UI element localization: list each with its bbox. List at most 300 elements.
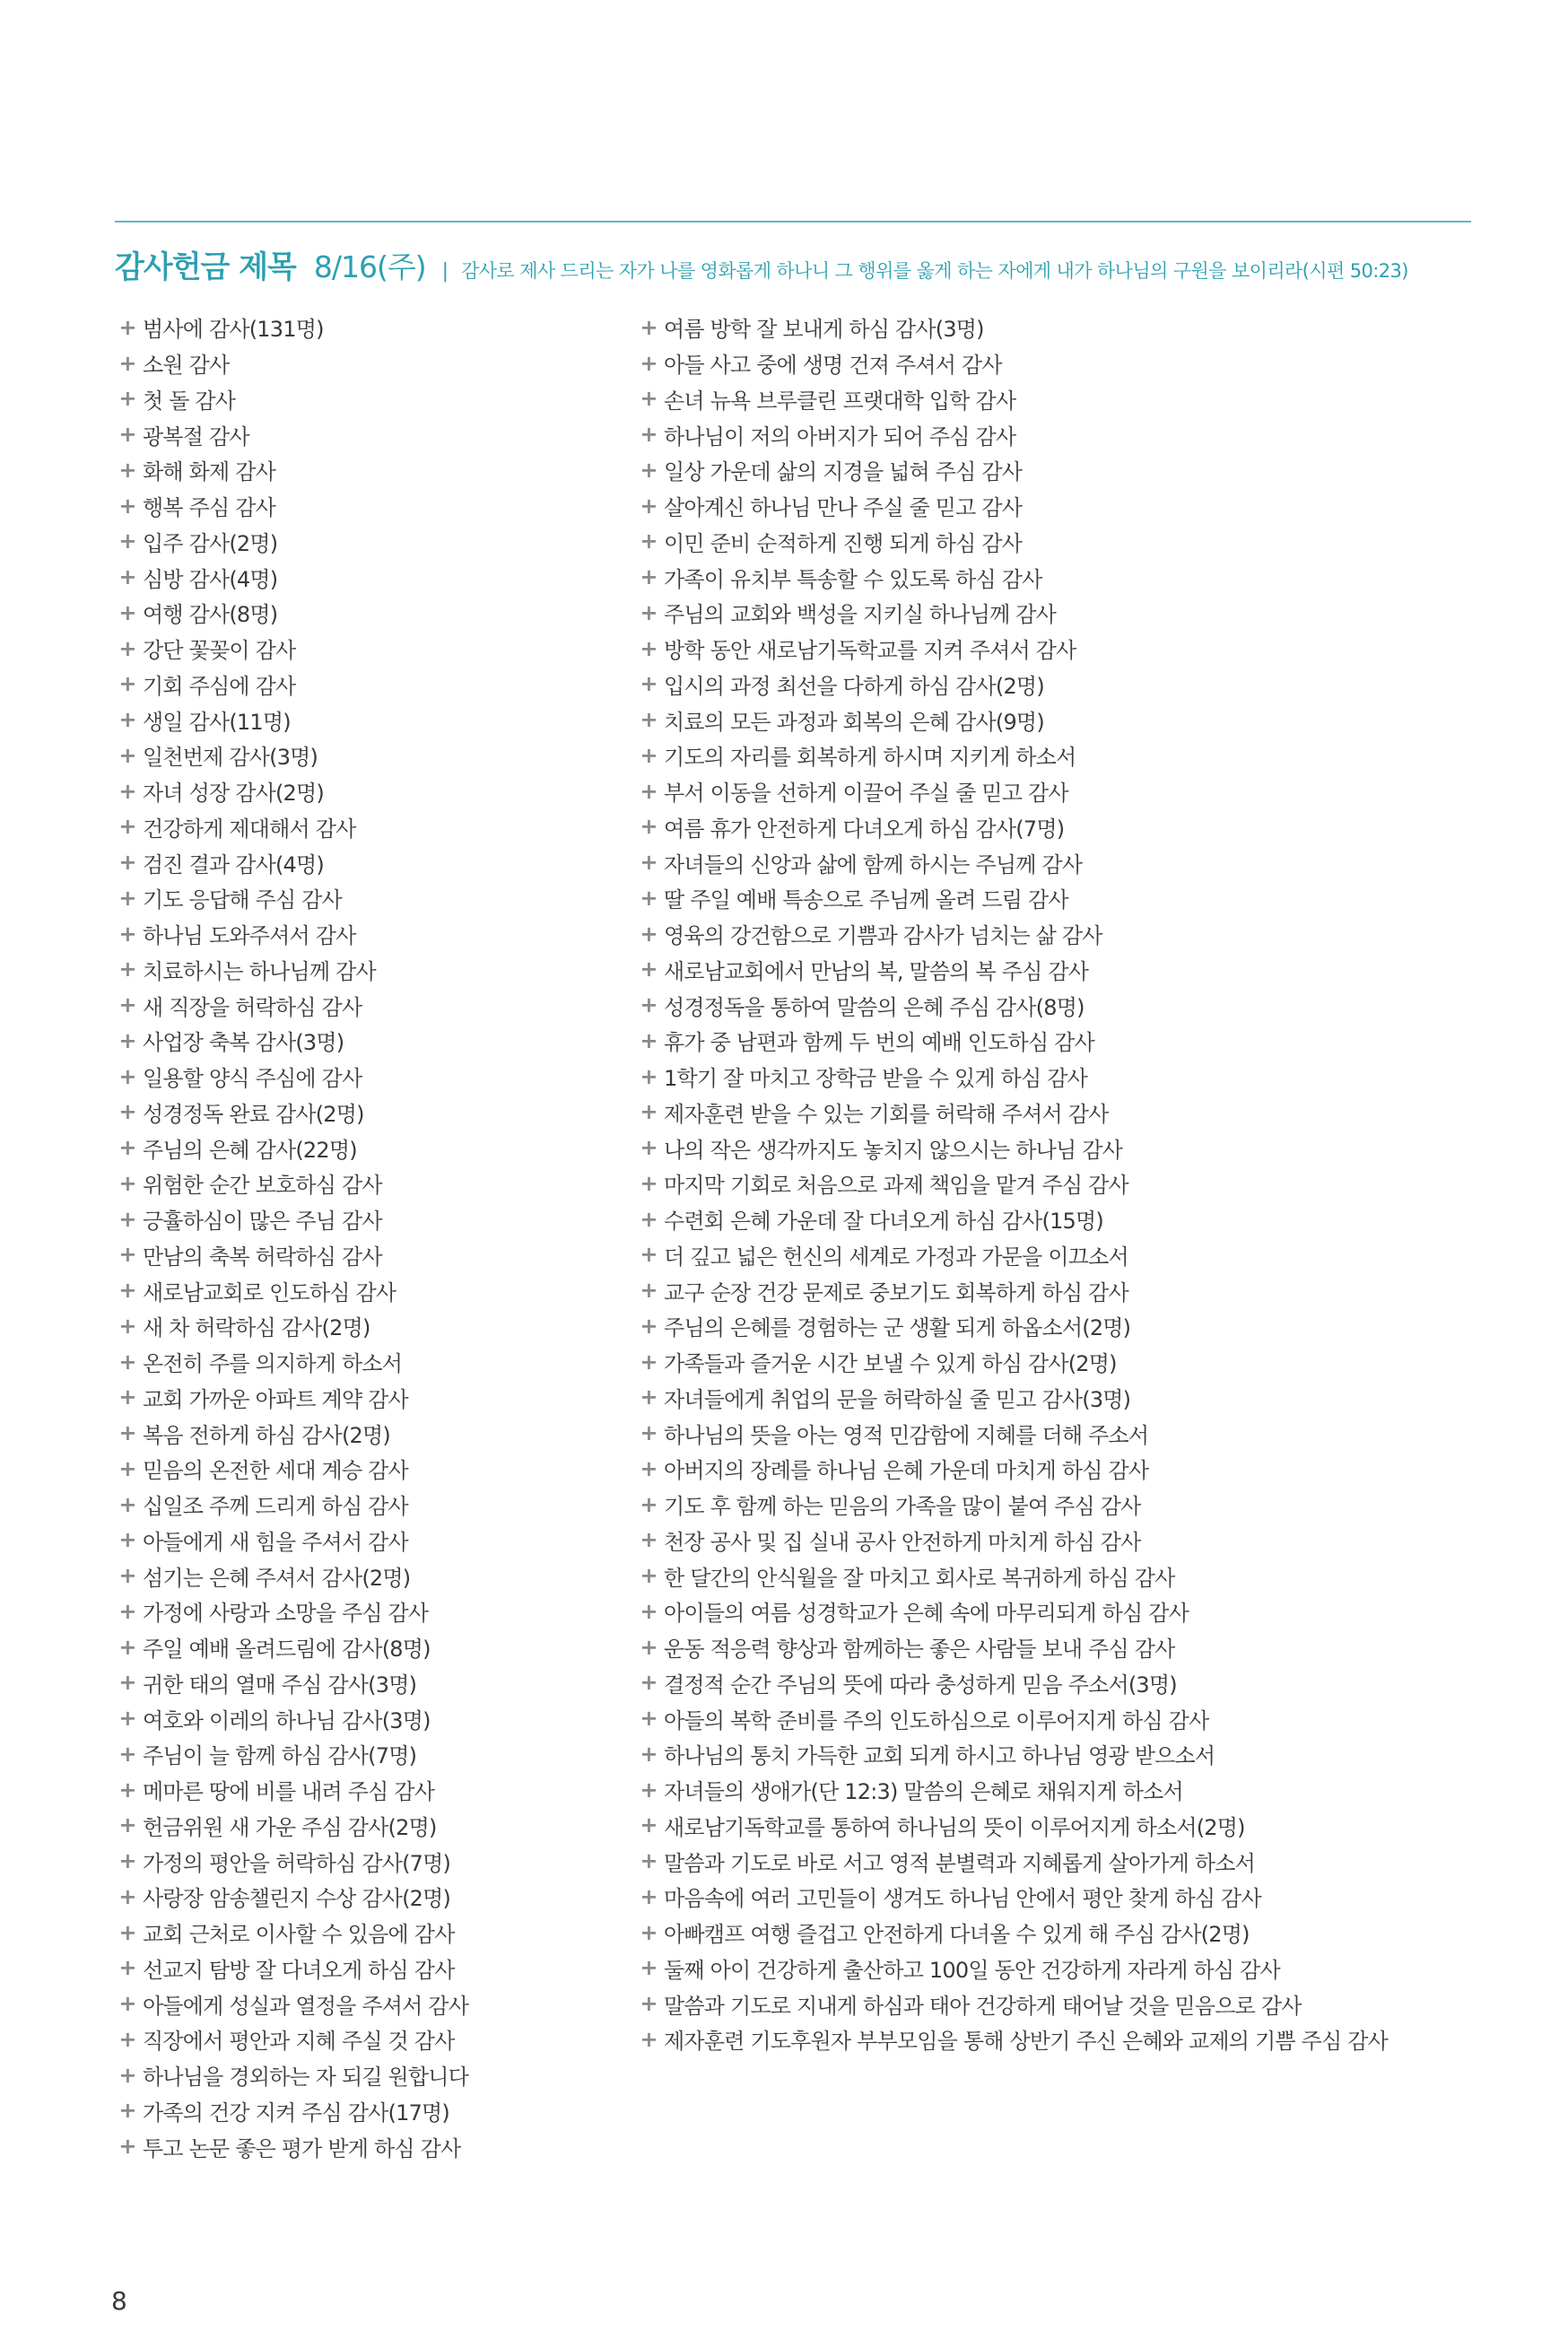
plus-icon: + [118, 1919, 136, 1945]
plus-icon: + [640, 921, 658, 947]
list-item-text: 기회 주심에 감사 [143, 673, 296, 699]
plus-icon: + [118, 1598, 136, 1624]
list-item-text: 아버지의 장례를 하나님 은혜 가운데 마치게 하심 감사 [664, 1458, 1149, 1484]
list-item [639, 559, 1482, 595]
list-item-text: 가족들과 즐거운 시간 보낼 수 있게 하심 감사(2명) [664, 1351, 1117, 1377]
list-item [118, 1951, 620, 1986]
plus-icon: + [640, 956, 658, 982]
plus-icon: + [640, 635, 658, 661]
plus-icon: + [640, 1706, 658, 1732]
list-item [639, 1665, 1482, 1701]
plus-icon: + [118, 1278, 136, 1304]
list-item [639, 631, 1482, 667]
left-column-list [118, 310, 620, 2164]
list-item [118, 1986, 620, 2021]
list-item [639, 667, 1482, 703]
list-item [639, 1736, 1482, 1772]
plus-icon: + [118, 1491, 136, 1517]
list-item-text: 여름 휴가 안전하게 다녀오게 하심 감사(7명) [664, 816, 1065, 842]
plus-icon: + [640, 1634, 658, 1660]
plus-icon: + [118, 528, 136, 554]
list-item [639, 1166, 1482, 1201]
list-item [118, 1237, 620, 1273]
list-item [118, 1772, 620, 1808]
list-item [118, 2093, 620, 2129]
list-item [639, 1487, 1482, 1523]
list-item-text: 1학기 잘 마치고 장학금 받을 수 있게 하심 감사 [664, 1066, 1088, 1092]
plus-icon: + [118, 1242, 136, 1268]
list-item [639, 880, 1482, 916]
list-item [639, 345, 1482, 381]
plus-icon: + [640, 1991, 658, 2017]
plus-icon: + [118, 599, 136, 625]
list-item-text: 살아계신 하나님 만나 주실 줄 믿고 감사 [664, 495, 1023, 521]
list-item-text: 복음 전하게 하심 감사(2명) [143, 1422, 390, 1448]
plus-icon: + [118, 1349, 136, 1375]
list-item-text: 사랑장 암송챌린지 수상 감사(2명) [143, 1886, 451, 1912]
plus-icon: + [640, 1135, 658, 1161]
plus-icon: + [118, 2098, 136, 2124]
plus-icon: + [640, 885, 658, 911]
list-item-text: 건강하게 제대해서 감사 [143, 816, 356, 842]
header-rule [115, 221, 1471, 223]
list-item [639, 916, 1482, 952]
list-item [118, 1095, 620, 1131]
plus-icon: + [640, 1349, 658, 1375]
right-column-list [639, 310, 1482, 2057]
list-item [118, 1380, 620, 1416]
list-item-text: 가정의 평안을 허락하심 감사(7명) [143, 1850, 451, 1876]
list-item [639, 1272, 1482, 1308]
list-item [118, 381, 620, 417]
plus-icon: + [640, 1063, 658, 1089]
list-item [639, 1593, 1482, 1629]
list-item [639, 952, 1482, 988]
plus-icon: + [640, 1848, 658, 1874]
list-item-text: 교회 가까운 아파트 계약 감사 [143, 1386, 408, 1412]
list-item-text: 여호와 이레의 하나님 감사(3명) [143, 1707, 431, 1733]
plus-icon: + [640, 1099, 658, 1125]
plus-icon: + [640, 1384, 658, 1410]
list-item-text: 운동 적응력 향상과 함께하는 좋은 사람들 보내 주심 감사 [664, 1637, 1175, 1663]
list-item [639, 773, 1482, 809]
list-item-text: 마음속에 여러 고민들이 생겨도 하나님 안에서 평안 찾게 하심 감사 [664, 1886, 1261, 1912]
list-item [118, 844, 620, 880]
list-item [639, 987, 1482, 1023]
plus-icon: + [640, 314, 658, 340]
plus-icon: + [118, 671, 136, 697]
plus-icon: + [640, 1670, 658, 1696]
list-item-text: 기도 응답해 주심 감사 [143, 887, 342, 913]
list-item-text: 더 깊고 넓은 헌신의 세계로 가정과 가문을 이끄소서 [664, 1244, 1128, 1270]
plus-icon: + [640, 1206, 658, 1232]
list-item-text: 새로남교회에서 만남의 복, 말씀의 복 주심 감사 [664, 958, 1089, 984]
list-item-text: 여름 방학 잘 보내게 하심 감사(3명) [664, 317, 984, 343]
list-item-text: 일용할 양식 주심에 감사 [143, 1066, 362, 1092]
plus-icon: + [118, 1706, 136, 1732]
list-item-text: 하나님 도와주셔서 감사 [143, 923, 356, 949]
list-item [118, 987, 620, 1023]
plus-icon: + [640, 564, 658, 590]
list-item-text: 검진 결과 감사(4명) [143, 851, 324, 877]
list-item [639, 1451, 1482, 1487]
list-item [118, 310, 620, 345]
list-item [118, 1201, 620, 1237]
list-item [118, 1451, 620, 1487]
list-item-text: 주일 예배 올려드림에 감사(8명) [143, 1637, 431, 1663]
scripture-verse: 감사로 제사 드리는 자가 나를 영화롭게 하나니 그 행위를 옳게 하는 자에게 내가 하나님의 구원을 보이리라(시편 50:23) [461, 260, 1408, 282]
list-item-text: 치료하시는 하나님께 감사 [143, 958, 376, 984]
list-item-text: 성경정독을 통하여 말씀의 은혜 주심 감사(8명) [664, 994, 1085, 1020]
plus-icon: + [118, 1848, 136, 1874]
list-item-text: 선교지 탐방 잘 다녀오게 하심 감사 [143, 1957, 455, 1983]
list-item-text: 방학 동안 새로남기독학교를 지켜 주셔서 감사 [664, 638, 1076, 664]
plus-icon: + [640, 493, 658, 519]
list-item-text: 광복절 감사 [143, 423, 249, 450]
list-item-text: 아빠캠프 여행 즐겁고 안전하게 다녀올 수 있게 해 주심 감사(2명) [664, 1922, 1250, 1948]
list-item-text: 하나님의 뜻을 아는 영적 민감함에 지혜를 더해 주소서 [664, 1422, 1149, 1448]
plus-icon: + [640, 1170, 658, 1196]
list-item [639, 488, 1482, 524]
plus-icon: + [640, 778, 658, 804]
plus-icon: + [640, 599, 658, 625]
section-title: 감사헌금 제목 [115, 249, 296, 285]
list-item [118, 2021, 620, 2057]
list-item [118, 952, 620, 988]
list-item-text: 투고 논문 좋은 평가 받게 하심 감사 [143, 2135, 461, 2161]
list-item [639, 1201, 1482, 1237]
list-item-text: 새 직장을 허락하심 감사 [143, 994, 362, 1020]
list-item [639, 381, 1482, 417]
list-item-text: 자녀들에게 취업의 문을 허락하실 줄 믿고 감사(3명) [664, 1386, 1131, 1412]
list-item [639, 1951, 1482, 1986]
plus-icon: + [118, 457, 136, 483]
list-item-text: 입시의 과정 최선을 다하게 하심 감사(2명) [664, 673, 1044, 699]
list-item [118, 1593, 620, 1629]
list-item-text: 주님의 은혜 감사(22명) [143, 1137, 357, 1163]
plus-icon: + [118, 707, 136, 733]
list-item [639, 844, 1482, 880]
plus-icon: + [640, 1741, 658, 1767]
list-item-text: 하나님을 경외하는 자 되길 원합니다 [143, 2065, 469, 2091]
list-item-text: 기도 후 함께 하는 믿음의 가족을 많이 붙여 주심 감사 [664, 1494, 1141, 1520]
plus-icon: + [640, 1455, 658, 1481]
list-item [118, 809, 620, 845]
list-item-text: 말씀과 기도로 바로 서고 영적 분별력과 지혜롭게 살아가게 하소서 [664, 1850, 1255, 1876]
list-item-text: 위험한 순간 보호하심 감사 [143, 1173, 382, 1199]
list-item [639, 1059, 1482, 1095]
list-item [639, 809, 1482, 845]
list-item [118, 416, 620, 452]
plus-icon: + [118, 1741, 136, 1767]
list-item [639, 524, 1482, 560]
list-item-text: 섬기는 은혜 주셔서 감사(2명) [143, 1565, 411, 1591]
plus-icon: + [118, 1563, 136, 1589]
list-item-text: 강단 꽃꽂이 감사 [143, 638, 296, 664]
list-item [118, 1843, 620, 1879]
list-item [639, 1879, 1482, 1915]
plus-icon: + [640, 457, 658, 483]
list-item-text: 자녀들의 생애가(단 12:3) 말씀의 은혜로 채워지게 하소서 [664, 1779, 1183, 1805]
plus-icon: + [118, 493, 136, 519]
plus-icon: + [640, 1883, 658, 1909]
list-item [639, 1237, 1482, 1273]
list-item-text: 주님의 은혜를 경험하는 군 생활 되게 하옵소서(2명) [664, 1315, 1131, 1341]
list-item [639, 1344, 1482, 1380]
plus-icon: + [118, 992, 136, 1018]
list-item [639, 1629, 1482, 1665]
list-item-text: 사업장 축복 감사(3명) [143, 1030, 344, 1056]
plus-icon: + [640, 1420, 658, 1446]
list-item [118, 1308, 620, 1344]
plus-icon: + [118, 921, 136, 947]
list-item [639, 702, 1482, 738]
plus-icon: + [118, 2026, 136, 2052]
plus-icon: + [118, 1135, 136, 1161]
plus-icon: + [118, 350, 136, 376]
list-item-text: 주님이 늘 함께 하심 감사(7명) [143, 1743, 417, 1769]
plus-icon: + [640, 350, 658, 376]
list-item [639, 1558, 1482, 1593]
plus-icon: + [118, 1170, 136, 1196]
plus-icon: + [640, 1491, 658, 1517]
list-item [118, 1130, 620, 1166]
plus-icon: + [118, 1455, 136, 1481]
list-item-text: 십일조 주께 드리게 하심 감사 [143, 1494, 408, 1520]
section-header [115, 242, 1478, 296]
list-item [639, 1523, 1482, 1558]
list-item [639, 1023, 1482, 1059]
list-item-text: 입주 감사(2명) [143, 530, 278, 556]
plus-icon: + [640, 1242, 658, 1268]
list-item [118, 559, 620, 595]
plus-icon: + [118, 778, 136, 804]
list-item [118, 1059, 620, 1095]
list-item [639, 1808, 1482, 1844]
list-item-text: 이민 준비 순적하게 진행 되게 하심 감사 [664, 530, 1023, 556]
list-item-text: 아들의 복학 준비를 주의 인도하심으로 이루어지게 하심 감사 [664, 1707, 1209, 1733]
list-item-text: 긍휼하심이 많은 주님 감사 [143, 1209, 382, 1235]
list-item [118, 702, 620, 738]
list-item-text: 기도의 자리를 회복하게 하시며 지키게 하소서 [664, 745, 1076, 771]
list-item-text: 주님의 교회와 백성을 지키실 하나님께 감사 [664, 602, 1057, 628]
list-item [118, 1415, 620, 1451]
list-item-text: 생일 감사(11명) [143, 709, 291, 735]
plus-icon: + [118, 1812, 136, 1838]
list-item [639, 1843, 1482, 1879]
plus-icon: + [118, 314, 136, 340]
list-item-text: 아들 사고 중에 생명 건져 주셔서 감사 [664, 353, 1002, 379]
plus-icon: + [640, 742, 658, 768]
list-item [639, 1986, 1482, 2021]
list-item-text: 나의 작은 생각까지도 놓치지 않으시는 하나님 감사 [664, 1137, 1123, 1163]
list-item-text: 행복 주심 감사 [143, 495, 275, 521]
plus-icon: + [118, 1527, 136, 1553]
list-item [118, 1915, 620, 1951]
plus-icon: + [640, 1955, 658, 1981]
list-item-text: 치료의 모든 과정과 회복의 은혜 감사(9명) [664, 709, 1044, 735]
list-item [118, 1487, 620, 1523]
list-item-text: 화해 화제 감사 [143, 459, 275, 485]
list-item [639, 738, 1482, 773]
list-item-text: 온전히 주를 의지하게 하소서 [143, 1351, 403, 1377]
plus-icon: + [118, 814, 136, 840]
list-item [118, 1344, 620, 1380]
plus-icon: + [640, 1812, 658, 1838]
list-item [118, 524, 620, 560]
list-item [118, 1023, 620, 1059]
plus-icon: + [118, 1206, 136, 1232]
plus-icon: + [118, 742, 136, 768]
plus-icon: + [118, 2062, 136, 2088]
list-item-text: 부서 이동을 선하게 이끌어 주실 줄 믿고 감사 [664, 781, 1068, 807]
list-item-text: 일상 가운데 삶의 지경을 넓혀 주심 감사 [664, 459, 1023, 485]
list-item-text: 둘째 아이 건강하게 출산하고 100일 동안 건강하게 자라게 하심 감사 [664, 1957, 1280, 1983]
plus-icon: + [640, 1278, 658, 1304]
plus-icon: + [640, 1027, 658, 1053]
plus-icon: + [118, 564, 136, 590]
plus-icon: + [118, 386, 136, 412]
list-item-text: 휴가 중 남편과 함께 두 번의 예배 인도하심 감사 [664, 1030, 1094, 1056]
list-item-text: 자녀들의 신앙과 삶에 함께 하시는 주님께 감사 [664, 851, 1083, 877]
list-item-text: 천장 공사 및 집 실내 공사 안전하게 마치게 하심 감사 [664, 1529, 1141, 1555]
list-item-text: 새로남교회로 인도하심 감사 [143, 1279, 396, 1305]
plus-icon: + [640, 2026, 658, 2052]
list-item-text: 교회 근처로 이사할 수 있음에 감사 [143, 1922, 455, 1948]
plus-icon: + [118, 1063, 136, 1089]
list-item [118, 1166, 620, 1201]
list-item-text: 여행 감사(8명) [143, 602, 278, 628]
list-item-text: 영육의 강건함으로 기쁨과 감사가 넘치는 삶 감사 [664, 923, 1102, 949]
list-item [639, 2021, 1482, 2057]
list-item [118, 2057, 620, 2093]
plus-icon: + [118, 1634, 136, 1660]
list-item [118, 1558, 620, 1593]
list-item [118, 1879, 620, 1915]
list-item-text: 아이들의 여름 성경학교가 은혜 속에 마무리되게 하심 감사 [664, 1601, 1189, 1627]
header-separator: | [441, 260, 449, 283]
plus-icon: + [118, 1313, 136, 1339]
plus-icon: + [118, 956, 136, 982]
plus-icon: + [640, 1313, 658, 1339]
list-item [118, 452, 620, 488]
plus-icon: + [118, 1883, 136, 1909]
list-item [118, 667, 620, 703]
list-item [118, 773, 620, 809]
plus-icon: + [640, 814, 658, 840]
plus-icon: + [118, 1384, 136, 1410]
list-item-text: 한 달간의 안식월을 잘 마치고 회사로 복귀하게 하심 감사 [664, 1565, 1175, 1591]
list-item-text: 손녀 뉴욕 브루클린 프랫대학 입학 감사 [664, 388, 1016, 414]
page-number: 8 [111, 2286, 127, 2316]
list-item [118, 1629, 620, 1665]
list-item-text: 성경정독 완료 감사(2명) [143, 1101, 364, 1127]
list-item [118, 1736, 620, 1772]
list-item [118, 595, 620, 631]
plus-icon: + [118, 1420, 136, 1446]
list-item-text: 소원 감사 [143, 353, 230, 379]
plus-icon: + [640, 1563, 658, 1589]
list-item-text: 아들에게 성실과 열정을 주셔서 감사 [143, 1993, 469, 2019]
plus-icon: + [118, 1991, 136, 2017]
list-item [118, 916, 620, 952]
list-item-text: 딸 주일 예배 특송으로 주님께 올려 드림 감사 [664, 887, 1068, 913]
plus-icon: + [118, 1955, 136, 1981]
plus-icon: + [118, 635, 136, 661]
plus-icon: + [640, 1527, 658, 1553]
list-item [118, 1523, 620, 1558]
plus-icon: + [640, 422, 658, 448]
plus-icon: + [118, 2134, 136, 2160]
list-item-text: 마지막 기회로 처음으로 과제 책임을 맡겨 주심 감사 [664, 1173, 1128, 1199]
plus-icon: + [118, 1777, 136, 1803]
list-item [118, 1665, 620, 1701]
list-item-text: 헌금위원 새 가운 주심 감사(2명) [143, 1814, 437, 1840]
list-item [639, 1700, 1482, 1736]
list-item-text: 일천번제 감사(3명) [143, 745, 318, 771]
list-item [639, 452, 1482, 488]
list-item-text: 가정에 사랑과 소망을 주심 감사 [143, 1601, 429, 1627]
list-item-text: 아들에게 새 힘을 주셔서 감사 [143, 1529, 408, 1555]
list-item-text: 심방 감사(4명) [143, 566, 278, 592]
list-item [639, 1308, 1482, 1344]
list-item [118, 1700, 620, 1736]
list-item-text: 자녀 성장 감사(2명) [143, 781, 324, 807]
list-item-text: 가족이 유치부 특송할 수 있도록 하심 감사 [664, 566, 1042, 592]
plus-icon: + [118, 422, 136, 448]
list-item [118, 345, 620, 381]
list-item [639, 1415, 1482, 1451]
list-item-text: 교구 순장 건강 문제로 중보기도 회복하게 하심 감사 [664, 1279, 1128, 1305]
plus-icon: + [640, 1919, 658, 1945]
list-item [118, 1808, 620, 1844]
list-item [118, 1272, 620, 1308]
list-item-text: 제자훈련 받을 수 있는 기회를 허락해 주셔서 감사 [664, 1101, 1109, 1127]
plus-icon: + [640, 992, 658, 1018]
list-item [118, 488, 620, 524]
plus-icon: + [640, 850, 658, 876]
plus-icon: + [118, 885, 136, 911]
plus-icon: + [118, 850, 136, 876]
list-item-text: 결정적 순간 주님의 뜻에 따라 충성하게 믿음 주소서(3명) [664, 1672, 1177, 1698]
list-item-text: 하나님이 저의 아버지가 되어 주심 감사 [664, 423, 1016, 450]
list-item [118, 738, 620, 773]
plus-icon: + [118, 1670, 136, 1696]
list-item-text: 수련회 은혜 가운데 잘 다녀오게 하심 감사(15명) [664, 1209, 1103, 1235]
list-item [118, 880, 620, 916]
list-item-text: 가족의 건강 지켜 주심 감사(17명) [143, 2100, 449, 2126]
list-item [639, 595, 1482, 631]
list-item [639, 1772, 1482, 1808]
list-item-text: 새 차 허락하심 감사(2명) [143, 1315, 370, 1341]
list-item [639, 310, 1482, 345]
list-item [639, 416, 1482, 452]
list-item-text: 귀한 태의 열매 주심 감사(3명) [143, 1672, 417, 1698]
list-item-text: 하나님의 통치 가득한 교회 되게 하시고 하나님 영광 받으소서 [664, 1743, 1215, 1769]
list-item-text: 메마른 땅에 비를 내려 주심 감사 [143, 1779, 435, 1805]
plus-icon: + [640, 707, 658, 733]
list-item-text: 믿음의 온전한 세대 계승 감사 [143, 1458, 408, 1484]
plus-icon: + [640, 671, 658, 697]
list-item [639, 1915, 1482, 1951]
list-item [639, 1380, 1482, 1416]
list-item-text: 말씀과 기도로 지내게 하심과 태아 건강하게 태어날 것을 믿음으로 감사 [664, 1993, 1302, 2019]
list-item-text: 제자훈련 기도후원자 부부모임을 통해 상반기 주신 은혜와 교제의 기쁨 주심 감사 [664, 2029, 1388, 2055]
plus-icon: + [118, 1027, 136, 1053]
plus-icon: + [118, 1099, 136, 1125]
plus-icon: + [640, 1598, 658, 1624]
plus-icon: + [640, 1777, 658, 1803]
